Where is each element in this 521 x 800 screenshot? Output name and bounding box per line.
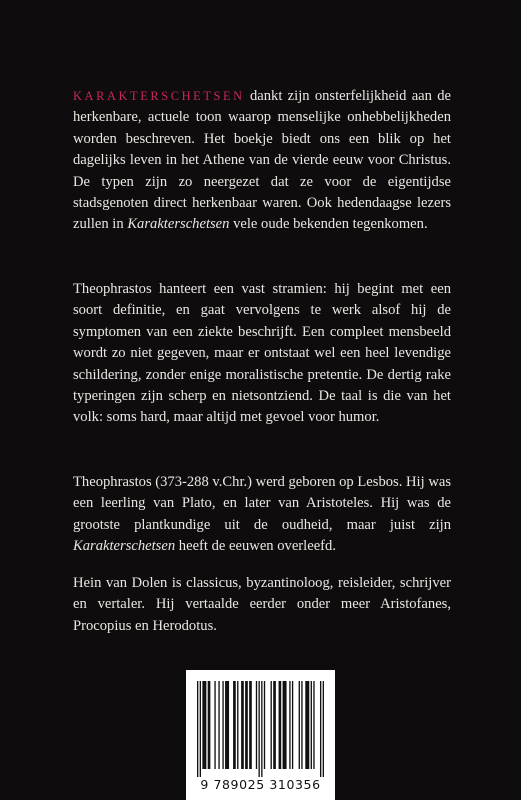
blurb-text: dankt zijn onsterfelijkheid aan de herkenbare, actuele toon waarop menselijke onhebbelijkheden worden beschreven. Het boekje biedt ons een blik op het dagelijks leven in het Athene van de vierde eeuw voor Christus. De typen zijn zo neergezet dat ze voor de eigentijdse stadsgenoten direct herkenbaar waren. Ook hedendaagse lezers zullen in	[73, 88, 451, 233]
barcode-bar	[233, 681, 236, 769]
barcode-bar	[271, 681, 272, 769]
barcode-bar	[292, 681, 293, 769]
blurb-text: Theophrastos hanteert een vast stramien: hij begint met een soort definitie, en gaat vervolgens te werk alsof hij de symptomen van een ziekte beschrijft. Een compleet mensbeeld wordt zo niet gegeven, maar er ontstaat wel een heel levendige schildering, zonder enige moralistische pretentie. De dertig rake typeringen zijn scherp en nietsontziend. De taal is die van het volk: soms hard, maar altijd met gevoel voor humor.	[73, 281, 451, 426]
translator-paragraph	[73, 573, 451, 637]
blurb-paragraph-1	[73, 86, 451, 236]
barcode-guard-bar	[261, 681, 262, 777]
barcode-label	[186, 670, 335, 800]
book-title-caps: KARAKTERSCHETSEN	[73, 89, 245, 103]
barcode-guard-bar	[200, 681, 201, 777]
isbn-digits: 9 789025 310356	[200, 777, 321, 792]
author-text-end: heeft de eeuwen overleefd.	[175, 538, 336, 555]
barcode-guard-bar	[197, 681, 198, 777]
barcode-bar	[222, 681, 223, 769]
barcode-bar	[273, 681, 276, 769]
barcode-bar	[289, 681, 290, 769]
barcode-bar	[279, 681, 282, 769]
barcode-bar	[311, 681, 312, 769]
barcode-bar	[301, 681, 302, 769]
barcode-bar	[313, 681, 314, 769]
barcode-bar	[202, 681, 206, 769]
barcode-guard-bar	[323, 681, 324, 777]
translator-text: Hein van Dolen is classicus, byzantinoloog, reisleider, schrijver en vertaler. Hij vertaalde eerder onder meer Aristofanes, Procopius en Herodotus.	[73, 575, 451, 634]
barcode-guard-bar	[258, 681, 259, 777]
barcode-bar	[305, 681, 309, 769]
barcode-bar	[218, 681, 219, 769]
barcode-bar	[299, 681, 300, 769]
blurb-paragraph-2	[73, 279, 451, 429]
barcode-guard-bar	[320, 681, 321, 777]
barcode-bar	[256, 681, 257, 769]
barcode-bar	[237, 681, 238, 769]
blurb-text-end: vele oude bekenden tegenkomen.	[229, 216, 428, 233]
barcode-bar	[283, 681, 287, 769]
barcode-bar	[214, 681, 215, 769]
isbn-barcode-graphic	[197, 681, 324, 777]
author-paragraph	[73, 472, 451, 558]
barcode-bar	[241, 681, 244, 769]
book-title-italic: Karakterschetsen	[73, 538, 176, 555]
barcode-bar	[249, 681, 252, 769]
barcode-bar	[208, 681, 211, 769]
book-title-italic: Karakterschetsen	[127, 216, 230, 233]
barcode-bar	[225, 681, 229, 769]
barcode-bar	[245, 681, 248, 769]
barcode-bar	[264, 681, 265, 769]
author-text: Theophrastos (373-288 v.Chr.) werd geboren op Lesbos. Hij was een leerling van Plato, en later van Aristoteles. Hij was de grootste plantkundige uit de oudheid, maar juist zijn	[73, 474, 452, 533]
